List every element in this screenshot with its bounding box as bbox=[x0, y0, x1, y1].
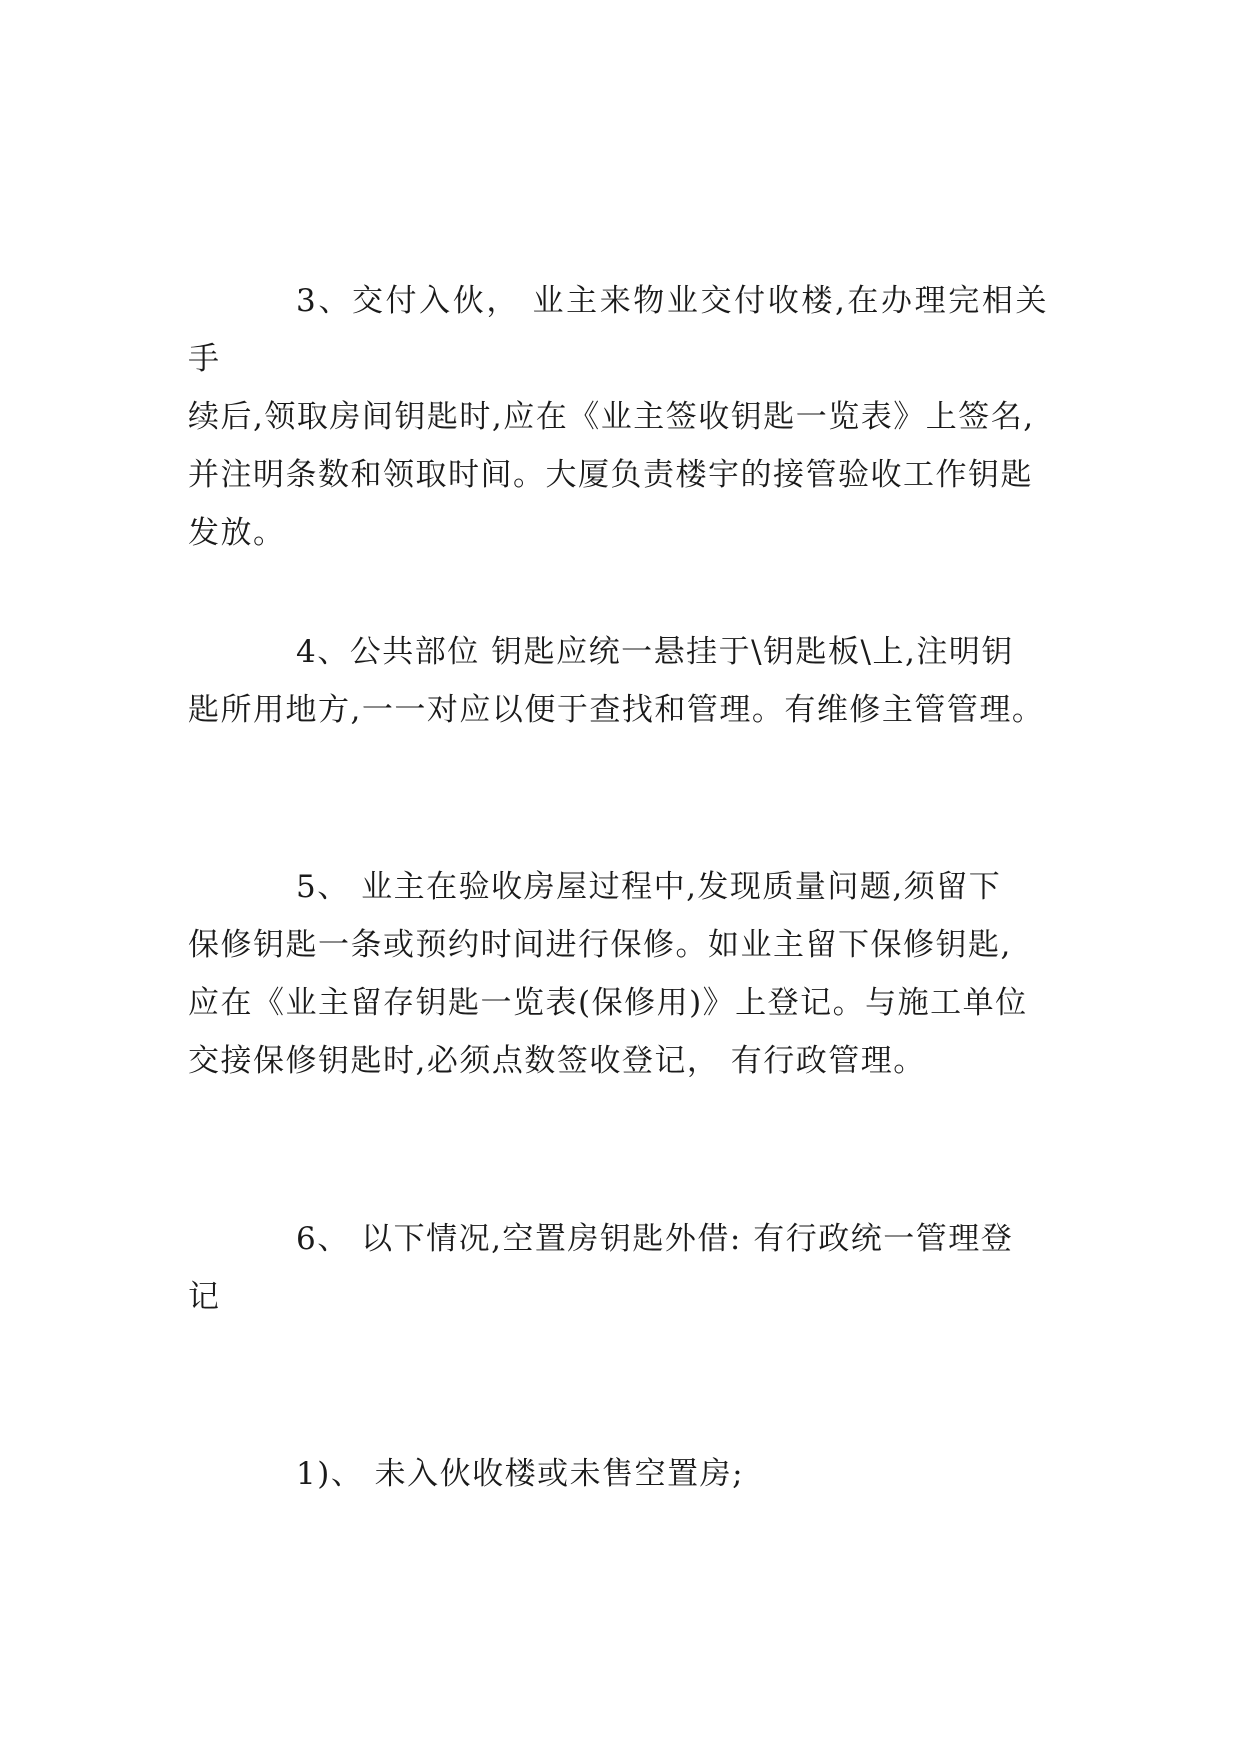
paragraph-public-area-keys bbox=[188, 623, 1048, 739]
text-line: 交接保修钥匙时,必须点数签收登记， 有行政管理。 bbox=[188, 1043, 926, 1079]
text-line: 应在《业主留存钥匙一览表(保修用)》上登记。与施工单位 bbox=[188, 985, 1028, 1021]
text-line: 续后,领取房间钥匙时,应在《业主签收钥匙一览表》上签名, bbox=[188, 399, 1035, 435]
paragraph-vacant-room-keys bbox=[188, 1210, 1048, 1326]
text-line: 5、 业主在验收房屋过程中,发现质量问题,须留下 bbox=[296, 869, 1002, 905]
text-line: 6、 以下情况,空置房钥匙外借: 有行政统一管理登 bbox=[296, 1221, 1014, 1257]
paragraph-key-handover bbox=[188, 272, 1048, 562]
paragraph-repair-keys bbox=[188, 858, 1048, 1090]
text-line: 记 bbox=[188, 1279, 221, 1315]
text-line: 发放。 bbox=[188, 515, 286, 551]
paragraph-list-item-1 bbox=[188, 1445, 1048, 1503]
text-line: 1)、 未入伙收楼或未售空置房; bbox=[296, 1456, 745, 1492]
text-line: 4、公共部位 钥匙应统一悬挂于\钥匙板\上,注明钥 bbox=[296, 634, 1014, 670]
text-line: 3、交付入伙， 业主来物业交付收楼,在办理完相关手 bbox=[188, 283, 1048, 377]
text-line: 保修钥匙一条或预约时间进行保修。如业主留下保修钥匙, bbox=[188, 927, 1012, 963]
text-line: 并注明条数和领取时间。大厦负责楼宇的接管验收工作钥匙 bbox=[188, 457, 1033, 493]
text-line: 匙所用地方,一一对应以便于查找和管理。有维修主管管理。 bbox=[188, 692, 1045, 728]
